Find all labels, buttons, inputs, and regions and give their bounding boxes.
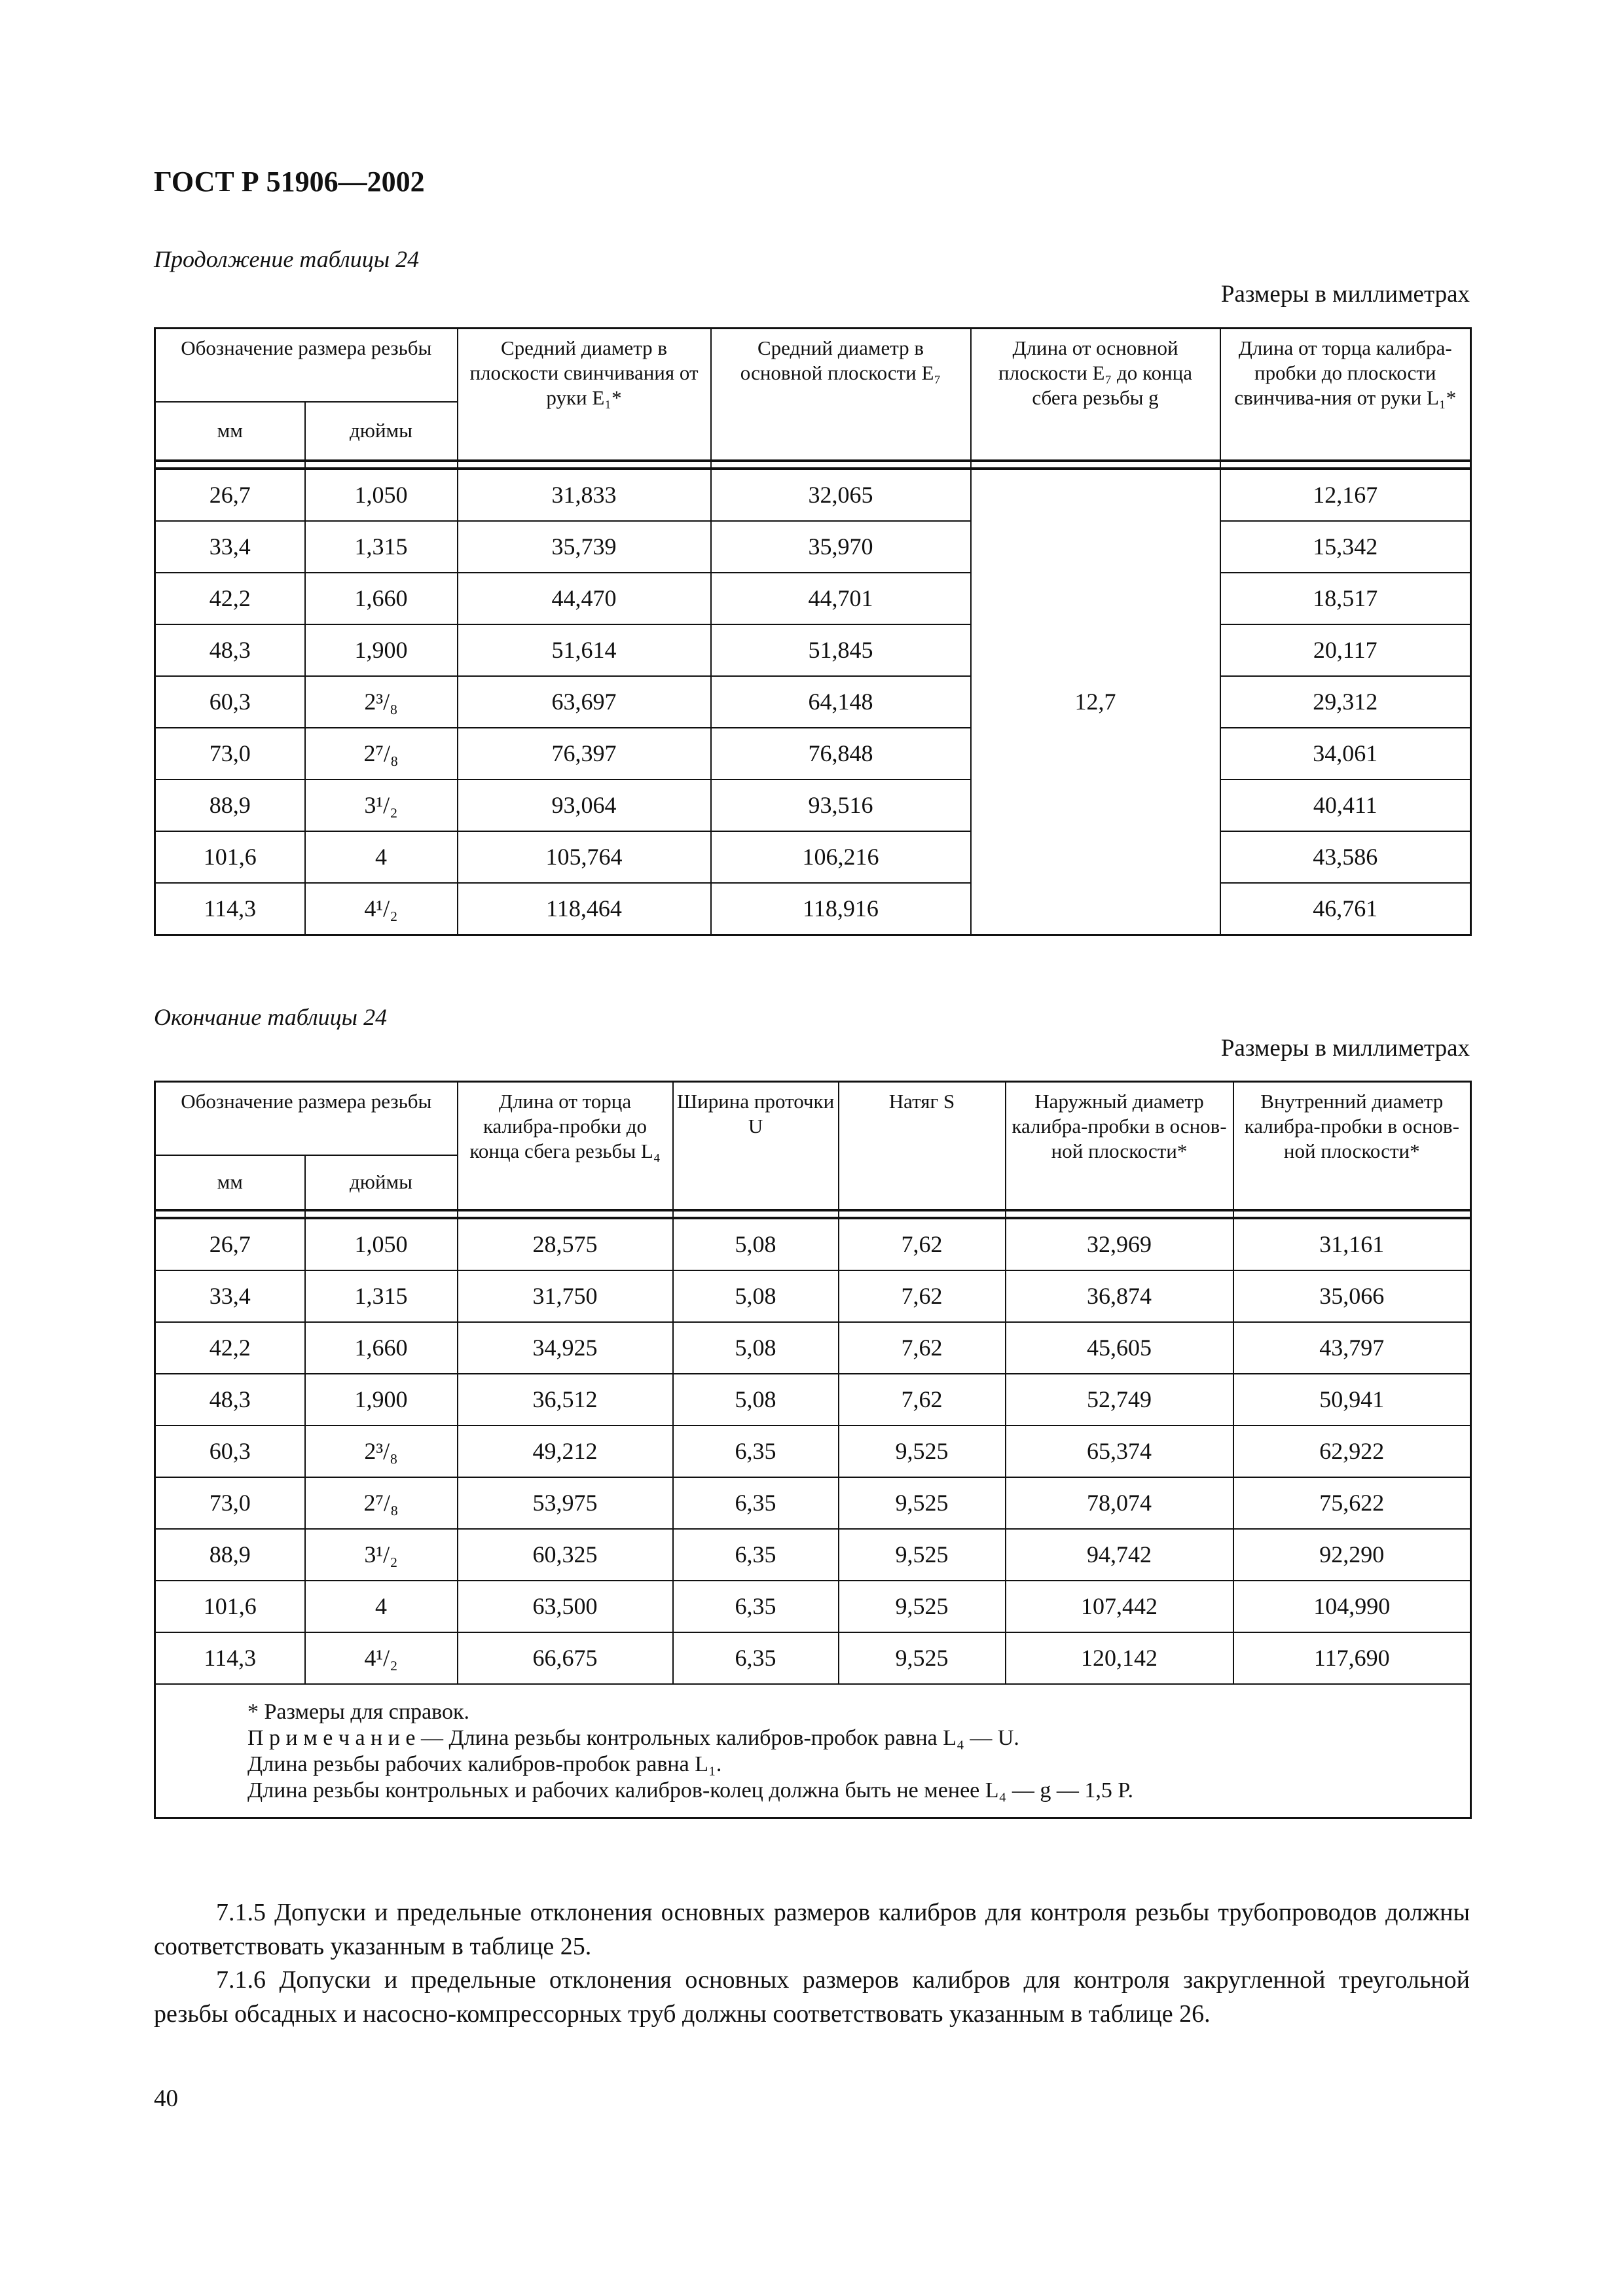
table-cell: 32,969 (1006, 1218, 1233, 1270)
header-mean-diameter-e1: Средний диаметр в плоскости свинчивания от руки E₁* (458, 329, 711, 461)
table-cell: 93,516 (711, 780, 971, 831)
table-row (155, 1270, 1471, 1322)
table-cell: 1,050 (305, 469, 458, 521)
table-cell: 44,470 (458, 573, 711, 624)
header-outer-diameter: Наружный диаметр калибра-пробки в основ-ной плоскости* (1006, 1082, 1233, 1210)
table-cell: 117,690 (1233, 1632, 1471, 1684)
table-cell: 9,525 (839, 1477, 1006, 1529)
table-cell: 1,315 (305, 521, 458, 573)
table2-caption: Окончание таблицы 24 (154, 1004, 388, 1030)
table-cell: 1,900 (305, 624, 458, 676)
merged-g-cell: 12,7 (971, 469, 1220, 935)
header-inches: дюймы (305, 402, 458, 461)
note-reference: * Размеры для справок. (247, 1699, 470, 1724)
table-cell: 63,500 (458, 1581, 673, 1632)
table-cell: 5,08 (673, 1322, 839, 1374)
table-cell: 31,833 (458, 469, 711, 521)
table-cell: 1,660 (305, 1322, 458, 1374)
table-cell: 2⁷/₈ (305, 1477, 458, 1529)
table-cell: 7,62 (839, 1322, 1006, 1374)
table-cell: 34,925 (458, 1322, 673, 1374)
table-cell: 40,411 (1220, 780, 1471, 831)
table-cell: 63,697 (458, 676, 711, 728)
header-groove-width-u: Ширина проточки U (673, 1082, 839, 1210)
note-working-plug: Длина резьбы рабочих калибров-пробок равна L₁. (247, 1751, 722, 1776)
table-cell: 64,148 (711, 676, 971, 728)
table-cell: 4¹/₂ (305, 883, 458, 935)
table-cell: 4 (305, 831, 458, 883)
table-row (155, 469, 1471, 521)
table-row (155, 831, 1471, 883)
table-cell: 9,525 (839, 1632, 1006, 1684)
table-cell: 2⁷/₈ (305, 728, 458, 780)
table-cell: 2³/₈ (305, 676, 458, 728)
table-cell: 7,62 (839, 1218, 1006, 1270)
table-cell: 42,2 (155, 1322, 305, 1374)
table-cell: 5,08 (673, 1270, 839, 1322)
table-cell: 2³/₈ (305, 1426, 458, 1477)
table-cell: 78,074 (1006, 1477, 1233, 1529)
table-cell: 9,525 (839, 1581, 1006, 1632)
table-cell: 1,050 (305, 1218, 458, 1270)
page-number: 40 (154, 2085, 178, 2112)
table-cell: 66,675 (458, 1632, 673, 1684)
table-cell: 12,167 (1220, 469, 1471, 521)
table-cell: 35,970 (711, 521, 971, 573)
table-cell: 6,35 (673, 1632, 839, 1684)
table-cell: 28,575 (458, 1218, 673, 1270)
table-cell: 15,342 (1220, 521, 1471, 573)
table1-caption: Продолжение таблицы 24 (154, 246, 420, 272)
table-row (155, 1426, 1471, 1477)
table-cell: 75,622 (1233, 1477, 1471, 1529)
table-cell: 34,061 (1220, 728, 1471, 780)
table-cell: 101,6 (155, 1581, 305, 1632)
table2-units: Размеры в миллиметрах (1220, 1035, 1470, 1062)
table-cell: 6,35 (673, 1529, 839, 1581)
table-cell: 3¹/₂ (305, 780, 458, 831)
table-cell: 46,761 (1220, 883, 1471, 935)
table-cell: 76,848 (711, 728, 971, 780)
table-cell: 20,117 (1220, 624, 1471, 676)
header-interference-s: Натяг S (839, 1082, 1006, 1210)
note-rings: Длина резьбы контрольных и рабочих калибров-колец должна быть не менее L₄ — g — 1,5 P. (247, 1778, 1134, 1803)
table1-units: Размеры в миллиметрах (1220, 281, 1470, 308)
table-row (155, 1218, 1471, 1270)
header-length-l4: Длина от торца калибра-пробки до конца сбега резьбы L₄ (458, 1082, 673, 1210)
table-cell: 32,065 (711, 469, 971, 521)
header-mm: мм (155, 1155, 305, 1210)
table-cell: 88,9 (155, 1529, 305, 1581)
table-cell: 51,614 (458, 624, 711, 676)
table-cell: 73,0 (155, 1477, 305, 1529)
table-cell: 29,312 (1220, 676, 1471, 728)
table-row (155, 883, 1471, 935)
table-cell: 45,605 (1006, 1322, 1233, 1374)
table-cell: 114,3 (155, 1632, 305, 1684)
header-mm: мм (155, 402, 305, 461)
table-cell: 33,4 (155, 521, 305, 573)
table-cell: 60,3 (155, 676, 305, 728)
table-cell: 60,3 (155, 1426, 305, 1477)
table-cell: 51,845 (711, 624, 971, 676)
document-title: ГОСТ Р 51906—2002 (154, 166, 425, 198)
table-cell: 36,874 (1006, 1270, 1233, 1322)
table-cell: 118,916 (711, 883, 971, 935)
table-cell: 105,764 (458, 831, 711, 883)
table-row (155, 728, 1471, 780)
table-cell: 26,7 (155, 1218, 305, 1270)
table-cell: 3¹/₂ (305, 1529, 458, 1581)
table-24-continuation (154, 327, 1472, 936)
table-cell: 114,3 (155, 883, 305, 935)
table-cell: 62,922 (1233, 1426, 1471, 1477)
table-cell: 42,2 (155, 573, 305, 624)
header-designation: Обозначение размера резьбы (155, 1082, 458, 1155)
table-cell: 18,517 (1220, 573, 1471, 624)
table-row (155, 1477, 1471, 1529)
header-designation: Обозначение размера резьбы (155, 329, 458, 402)
table-cell: 92,290 (1233, 1529, 1471, 1581)
table-cell: 9,525 (839, 1529, 1006, 1581)
table-cell: 118,464 (458, 883, 711, 935)
table-cell: 44,701 (711, 573, 971, 624)
table-cell: 48,3 (155, 1374, 305, 1426)
table-cell: 49,212 (458, 1426, 673, 1477)
table-row (155, 1322, 1471, 1374)
note-remark: П р и м е ч а н и е — Длина резьбы контрольных калибров-пробок равна L₄ — U. (247, 1725, 1019, 1750)
paragraph-7-1-5: 7.1.5 Допуски и предельные отклонения основных размеров калибров для контроля резьбы трубопроводов должны соответствовать указанным в таблице 25. (154, 1899, 1470, 1960)
table-cell: 43,797 (1233, 1322, 1471, 1374)
header-inner-diameter: Внутренний диаметр калибра-пробки в основ-ной плоскости* (1233, 1082, 1471, 1210)
table-cell: 43,586 (1220, 831, 1471, 883)
table-cell: 48,3 (155, 624, 305, 676)
header-inches: дюймы (305, 1155, 458, 1210)
table-cell: 52,749 (1006, 1374, 1233, 1426)
table-cell: 5,08 (673, 1218, 839, 1270)
table-cell: 6,35 (673, 1426, 839, 1477)
table-cell: 9,525 (839, 1426, 1006, 1477)
table-cell: 107,442 (1006, 1581, 1233, 1632)
table-cell: 76,397 (458, 728, 711, 780)
table-cell: 1,900 (305, 1374, 458, 1426)
table-cell: 4 (305, 1581, 458, 1632)
table-cell: 7,62 (839, 1374, 1006, 1426)
table-cell: 6,35 (673, 1477, 839, 1529)
table-row (155, 1529, 1471, 1581)
table-cell: 106,216 (711, 831, 971, 883)
table-notes (155, 1684, 1471, 1818)
table-cell: 1,315 (305, 1270, 458, 1322)
table-cell: 1,660 (305, 573, 458, 624)
table-cell: 26,7 (155, 469, 305, 521)
table-row (155, 676, 1471, 728)
header-length-l1: Длина от торца калибра-пробки до плоскости свинчива-ния от руки L₁* (1220, 329, 1471, 461)
table-cell: 53,975 (458, 1477, 673, 1529)
table-cell: 35,066 (1233, 1270, 1471, 1322)
table-cell: 7,62 (839, 1270, 1006, 1322)
table-cell: 93,064 (458, 780, 711, 831)
table-24-end (154, 1081, 1472, 1819)
table-cell: 33,4 (155, 1270, 305, 1322)
header-mean-diameter-e7: Средний диаметр в основной плоскости E₇ (711, 329, 971, 461)
table-row (155, 1632, 1471, 1684)
table-cell: 60,325 (458, 1529, 673, 1581)
table-cell: 104,990 (1233, 1581, 1471, 1632)
paragraph-7-1-6: 7.1.6 Допуски и предельные отклонения основных размеров калибров для контроля закругленной треугольной резьбы обсадных и насосно-компрессорных труб должны соответствовать указанным в таблице 26. (154, 1966, 1470, 2028)
table-cell: 120,142 (1006, 1632, 1233, 1684)
table-cell: 6,35 (673, 1581, 839, 1632)
table-row (155, 780, 1471, 831)
table-row (155, 573, 1471, 624)
table-cell: 4¹/₂ (305, 1632, 458, 1684)
table-cell: 5,08 (673, 1374, 839, 1426)
table-cell: 94,742 (1006, 1529, 1233, 1581)
header-length-g: Длина от основной плоскости E₇ до конца сбега резьбы g (971, 329, 1220, 461)
table-cell: 65,374 (1006, 1426, 1233, 1477)
table-cell: 31,161 (1233, 1218, 1471, 1270)
table-row (155, 1374, 1471, 1426)
table-row (155, 521, 1471, 573)
table-row (155, 1581, 1471, 1632)
table-cell: 35,739 (458, 521, 711, 573)
table-cell: 88,9 (155, 780, 305, 831)
table-cell: 101,6 (155, 831, 305, 883)
table-row (155, 624, 1471, 676)
table-cell: 31,750 (458, 1270, 673, 1322)
table-cell: 50,941 (1233, 1374, 1471, 1426)
table-cell: 36,512 (458, 1374, 673, 1426)
table-cell: 73,0 (155, 728, 305, 780)
